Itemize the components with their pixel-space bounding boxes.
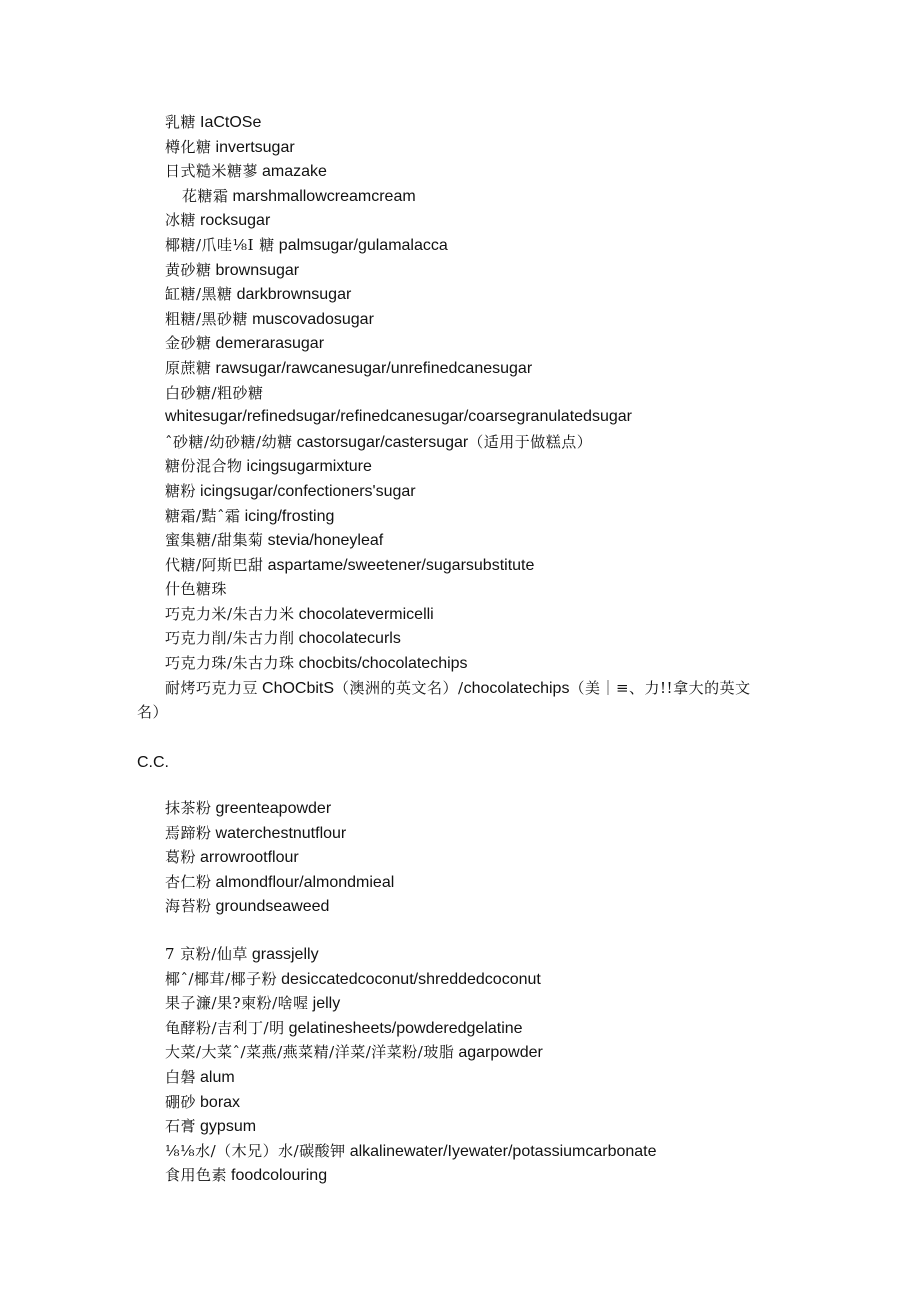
- list-item: [0, 651, 920, 676]
- list-item: [0, 894, 920, 919]
- chinese-term: 糖份混合物: [165, 457, 243, 476]
- chinese-term: 蜜集糖/甜集菊: [165, 531, 264, 550]
- english-term: chocolatechips: [463, 679, 570, 697]
- list-item: [0, 282, 920, 307]
- english-term: alum: [200, 1068, 235, 1086]
- list-item: [0, 159, 920, 184]
- list-item: [0, 381, 920, 406]
- english-term: palmsugar/gulamalacca: [278, 236, 448, 254]
- list-item: [0, 1090, 920, 1115]
- chinese-term: 原蔗糖: [165, 358, 212, 377]
- chinese-note: 名）: [137, 703, 169, 722]
- chinese-term: 缸糖/黑糖: [165, 285, 233, 304]
- chinese-term: 椰ˆ/椰茸/椰子粉: [165, 969, 278, 988]
- english-term: invertsugar: [215, 138, 295, 156]
- list-item: [0, 110, 920, 135]
- chinese-term: 食用色素: [165, 1166, 228, 1185]
- list-item: [0, 942, 920, 967]
- list-item: [0, 258, 920, 283]
- english-term: groundseaweed: [215, 898, 330, 916]
- list-item: [0, 676, 920, 701]
- english-term: icingsugarmixture: [246, 458, 372, 476]
- chinese-term: 花糖霜: [182, 186, 229, 205]
- chinese-term: 耐烤巧克力豆: [165, 678, 259, 697]
- chinese-term: 果子濂/果?柬粉/啥喔: [165, 994, 309, 1013]
- list-item: [0, 602, 920, 627]
- list-item: [0, 1040, 920, 1065]
- list-item-continuation: [0, 405, 920, 430]
- section-heading: C.C.: [137, 754, 169, 771]
- english-term: waterchestnutflour: [215, 824, 347, 842]
- list-item: [0, 356, 920, 381]
- list-item: [0, 208, 920, 233]
- english-term: brownsugar: [215, 261, 300, 279]
- list-item: [0, 967, 920, 992]
- chinese-term: 樽化糖: [165, 137, 212, 156]
- list-item: [0, 479, 920, 504]
- chinese-term: ˆ砂糖/幼砂糖/幼糖: [165, 432, 293, 451]
- chinese-term: 乳糖: [165, 113, 197, 131]
- chinese-term: 杏仁粉: [165, 872, 212, 891]
- english-term: darkbrownsugar: [236, 286, 352, 304]
- english-term: marshmallowcreamcream: [232, 187, 416, 205]
- chinese-term: 巧克力珠/朱古力珠: [165, 654, 295, 673]
- english-term: muscovadosugar: [252, 310, 374, 328]
- english-term: arrowrootflour: [200, 849, 299, 867]
- english-term: greenteapowder: [215, 800, 332, 817]
- chinese-term: 粗糖/黑砂糖: [165, 309, 249, 328]
- english-term: ChOCbitS: [262, 679, 335, 697]
- chinese-term: 大菜/大菜ˆ/菜燕/燕菜精/洋菜/洋菜粉/玻脂: [165, 1043, 455, 1062]
- chinese-term: 巧克力削/朱古力削: [165, 629, 295, 648]
- english-term: grassjelly: [251, 946, 319, 963]
- chinese-term: 抹茶粉: [165, 799, 212, 817]
- additives-list: [0, 942, 920, 1188]
- list-item: [0, 307, 920, 332]
- chinese-term: 葛粉: [165, 848, 197, 867]
- chinese-term: 黄砂糖: [165, 260, 212, 279]
- chinese-term: 巧克力米/朱古力米: [165, 604, 295, 623]
- list-item: [0, 1139, 920, 1164]
- english-term: amazake: [262, 163, 327, 181]
- english-term: icingsugar/confectioners'sugar: [200, 482, 416, 500]
- english-term: rocksugar: [200, 212, 271, 230]
- chinese-term: 石膏: [165, 1117, 197, 1136]
- list-item: [0, 796, 920, 821]
- list-item-continuation: [0, 700, 920, 725]
- list-item: [0, 430, 920, 455]
- list-item: [0, 1065, 920, 1090]
- list-item: [0, 1114, 920, 1139]
- powder-list: [0, 796, 920, 919]
- chinese-term: 硼砂: [165, 1092, 197, 1111]
- chinese-term: 海苔粉: [165, 897, 212, 916]
- english-term: chocolatecurls: [298, 630, 401, 648]
- chinese-term: 日式糙米糖蓼: [165, 162, 259, 181]
- list-item: [0, 845, 920, 870]
- chinese-term: 冰糖: [165, 211, 197, 230]
- english-term: icing/frosting: [244, 507, 335, 525]
- list-item: [0, 528, 920, 553]
- english-term: castorsugar/castersugar: [296, 433, 469, 451]
- list-item: [0, 184, 920, 209]
- chinese-note: （适用于做糕点）: [468, 432, 593, 451]
- list-item: [0, 870, 920, 895]
- list-item: [0, 331, 920, 356]
- list-item: [0, 553, 920, 578]
- chinese-term: 糖霜/黠ˆ霜: [165, 506, 241, 525]
- english-term: chocolatevermicelli: [298, 605, 434, 623]
- chinese-term: 白磐: [165, 1067, 197, 1086]
- chinese-note: （美｜≡、力!!拿大的英文: [569, 678, 751, 697]
- english-term: stevia/honeyleaf: [267, 532, 384, 550]
- chinese-term: 焉蹄粉: [165, 823, 212, 842]
- english-term: rawsugar/rawcanesugar/unrefinedcanesugar: [215, 359, 533, 377]
- list-item: [0, 821, 920, 846]
- list-item: [0, 1163, 920, 1188]
- chinese-term: 椰糖/爪哇⅛I 糖: [165, 235, 275, 254]
- list-item: [0, 577, 920, 602]
- english-term: jelly: [312, 995, 341, 1013]
- english-term: almondflour/almondmieal: [215, 873, 395, 891]
- list-item: [0, 626, 920, 651]
- list-item: [0, 135, 920, 160]
- english-term: IaCtOSe: [200, 114, 262, 131]
- list-item: [0, 233, 920, 258]
- english-term: gypsum: [200, 1118, 257, 1136]
- list-item: [0, 991, 920, 1016]
- english-term: alkalinewater/Iyewater/potassiumcarbonate: [349, 1142, 657, 1160]
- chinese-term: 白砂糖/粗砂糖: [165, 383, 264, 402]
- chinese-term: 7 京粉/仙草: [165, 945, 248, 963]
- chinese-term: 糖粉: [165, 481, 197, 500]
- chinese-term: 代糖/阿斯巴甜: [165, 555, 264, 574]
- english-term: foodcolouring: [231, 1167, 328, 1185]
- list-item: [0, 454, 920, 479]
- english-term: chocbits/chocolatechips: [298, 655, 468, 673]
- chinese-term: 金砂糖: [165, 334, 212, 353]
- list-item: [0, 1016, 920, 1041]
- english-term: borax: [200, 1093, 241, 1111]
- list-item: [0, 504, 920, 529]
- chinese-term: ⅛⅛水/（木兄）水/碳酸钾: [165, 1141, 346, 1160]
- english-term: gelatinesheets/powderedgelatine: [288, 1019, 523, 1037]
- english-term: agarpowder: [458, 1044, 543, 1062]
- sugar-list: [0, 110, 920, 725]
- english-term: demerarasugar: [215, 335, 325, 353]
- english-term: whitesugar/refinedsugar/refinedcanesugar/coarsegranulatedsugar: [165, 408, 632, 426]
- chinese-term: 龟酵粉/吉利丁/明: [165, 1018, 285, 1037]
- chinese-note: （澳洲的英文名）/: [334, 678, 464, 697]
- chinese-term: 什色糖珠: [165, 580, 228, 599]
- english-term: desiccatedcoconut/shreddedcoconut: [281, 970, 541, 988]
- english-term: aspartame/sweetener/sugarsubstitute: [267, 556, 535, 574]
